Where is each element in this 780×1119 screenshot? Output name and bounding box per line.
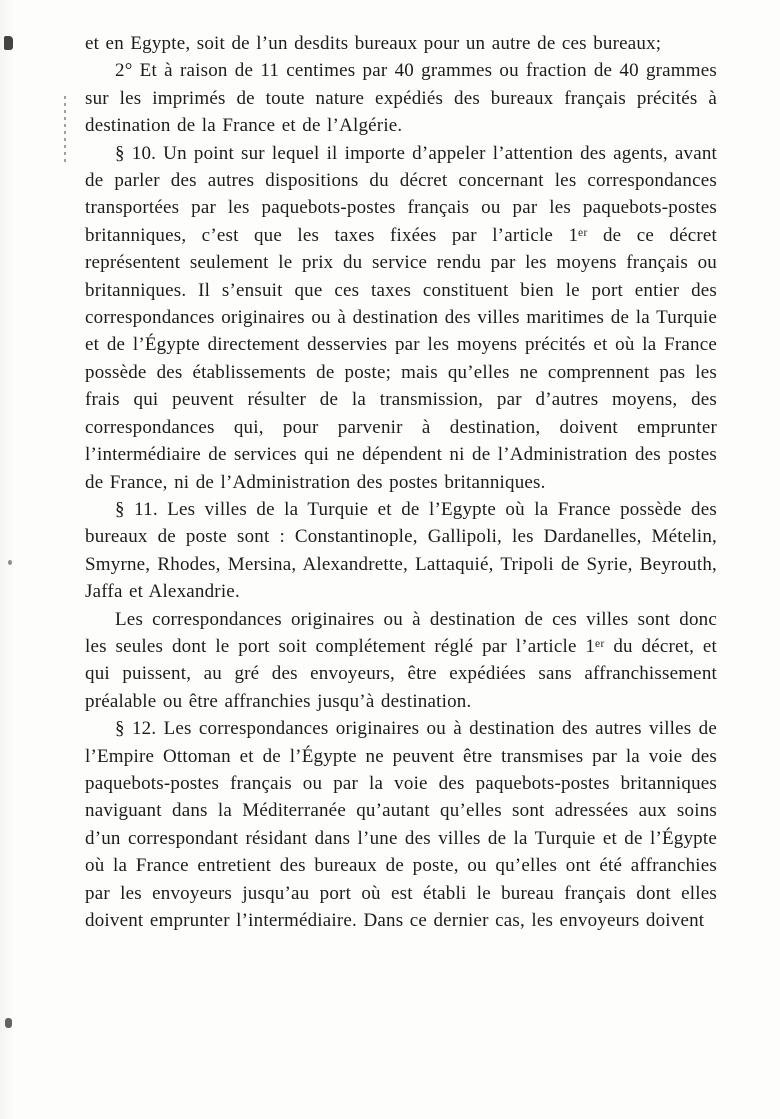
scan-artifact-ink-blot-bottom (5, 1018, 12, 1028)
paragraph-continuation: et en Egypte, soit de l’un desdits bureaux pour un autre de ces bureaux; (85, 33, 662, 54)
paragraph-section-11: § 11. Les villes de la Turquie et de l’Egypte où la France possède des bureaux de poste sont : Constantinople, Gallipoli, les Dardanelles, Mételin, Smyrne, Rhodes, Mersina, Alexandrette, Lattaquié, Tripoli de Syrie, Beyrouth, Jaffa et Alexandrie. (85, 498, 717, 603)
scan-artifact-dotted-edge (64, 96, 66, 162)
paragraph-item-2: 2° Et à raison de 11 centimes par 40 grammes ou fraction de 40 grammes sur les imprimés de toute nature expédiés des bureaux français précités à destination de la France et de l’Algérie. (85, 60, 717, 137)
paragraph-section-10: § 10. Un point sur lequel il importe d’appeler l’attention des agents, avant de parler des autres dispositions du décret concernant les correspondances transportées par les paquebots-postes français ou par les paquebots-postes britanniques, c’est que les taxes fixées par l’article 1ᵉʳ de ce décret représentent seulement le prix du service rendu par les moyens français ou britanniques. Il s’ensuit que ces taxes constituent bien le port entier des correspondances originaires ou à destination des villes maritimes de la Turquie et de l’Égypte directement desservies par les moyens précités et où la France possède des établissements de poste; mais qu’elles ne comprennent pas les frais qui peuvent résulter de la transmission, par d’autres moyens, des correspondances qui, pour parvenir à destination, doivent emprunter l’intermédiaire de services qui ne dépendent ni de l’Administration des postes de France, ni de l’Administration des postes britanniques. (85, 142, 717, 493)
paragraph-section-11-continuation: Les correspondances originaires ou à destination de ces villes sont donc les seules dont le port soit complétement réglé par l’article 1ᵉʳ du décret, et qui puissent, au gré des envoyeurs, être expédiées sans affranchissement préalable ou être affranchies jusqu’à destination. (85, 608, 717, 712)
paragraph-section-12: § 12. Les correspondances originaires ou à destination des autres villes de l’Empire Ottoman et de l’Égypte ne peuvent être transmises par la voie des paquebots-postes français ou par la voie des paquebots-postes britanniques naviguant dans la Méditerranée qu’autant qu’elles sont adressées aux soins d’un correspondant résidant dans l’une des villes de la Turquie et de l’Égypte où la France entretient des bureaux de poste, ou qu’elles ont été affranchies par les envoyeurs jusqu’au port où est établi le bureau français dont elles doivent emprunter l’intermédiaire. Dans ce dernier cas, les envoyeurs doivent (85, 718, 717, 931)
scan-artifact-ink-blot-top (4, 36, 13, 50)
scan-artifact-speck (8, 560, 12, 565)
document-text-block (85, 30, 717, 934)
